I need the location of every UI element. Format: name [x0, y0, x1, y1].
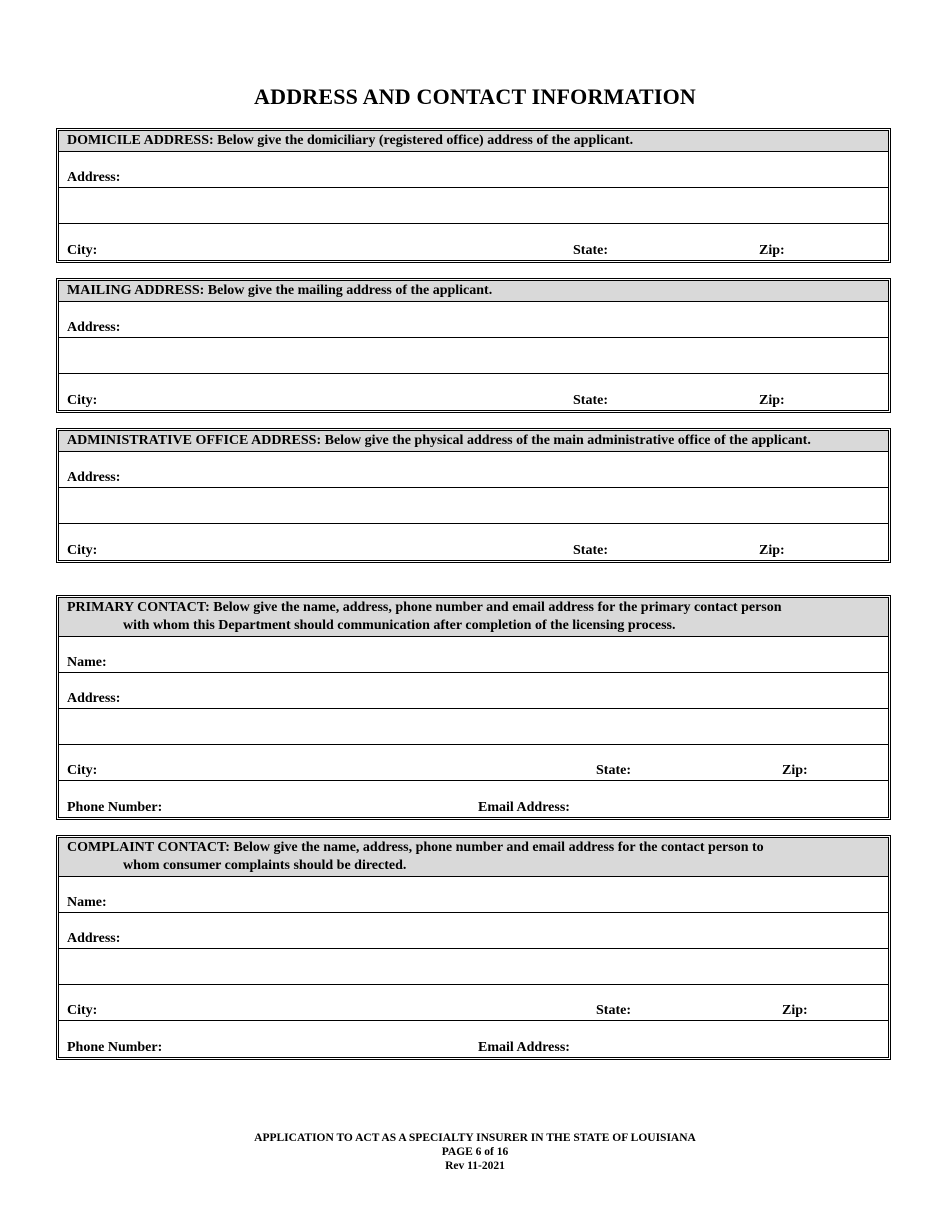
primary-phone-email-row — [59, 781, 888, 817]
phone-label: Phone Number: — [67, 800, 163, 815]
mailing-address-header: MAILING ADDRESS: Below give the mailing address of the applicant. — [59, 281, 888, 302]
primary-contact-header-line2: with whom this Department should communication after completion of the licensing process. — [123, 618, 676, 633]
footer-application-title: APPLICATION TO ACT AS A SPECIALTY INSURER IN THE STATE OF LOUISIANA — [254, 1132, 696, 1144]
name-label: Name: — [67, 655, 107, 670]
city-label: City: — [67, 393, 98, 408]
primary-contact-section — [56, 595, 891, 820]
address-label: Address: — [67, 470, 121, 485]
state-label: State: — [573, 393, 608, 408]
complaint-contact-header-line1: COMPLAINT CONTACT: Below give the name, address, phone number and email address for the contact person to — [67, 840, 764, 855]
domicile-address-field[interactable] — [59, 152, 888, 188]
email-label: Email Address: — [478, 800, 570, 815]
admin-office-address-section — [56, 428, 891, 563]
email-label: Email Address: — [478, 1040, 570, 1055]
domicile-city-state-zip-row — [59, 224, 888, 260]
city-label: City: — [67, 243, 98, 258]
zip-label: Zip: — [759, 393, 785, 408]
address-label: Address: — [67, 691, 121, 706]
page-title: ADDRESS AND CONTACT INFORMATION — [254, 84, 696, 109]
zip-label: Zip: — [782, 763, 808, 778]
state-label: State: — [596, 1003, 631, 1018]
complaint-city-state-zip-row — [59, 985, 888, 1021]
domicile-address-header: DOMICILE ADDRESS: Below give the domiciliary (registered office) address of the applicant. — [59, 131, 888, 152]
phone-label: Phone Number: — [67, 1040, 163, 1055]
state-label: State: — [596, 763, 631, 778]
complaint-contact-section — [56, 835, 891, 1060]
name-label: Name: — [67, 895, 107, 910]
zip-label: Zip: — [759, 543, 785, 558]
primary-address-line2-field[interactable] — [59, 709, 888, 745]
domicile-address-section — [56, 128, 891, 263]
city-label: City: — [67, 763, 98, 778]
city-label: City: — [67, 543, 98, 558]
zip-label: Zip: — [759, 243, 785, 258]
mailing-address-section — [56, 278, 891, 413]
footer-page-number: PAGE 6 of 16 — [441, 1146, 509, 1158]
complaint-contact-header-line2: whom consumer complaints should be directed. — [123, 858, 407, 873]
state-label: State: — [573, 243, 608, 258]
mailing-city-state-zip-row — [59, 374, 888, 410]
admin-address-field[interactable] — [59, 452, 888, 488]
address-label: Address: — [67, 320, 121, 335]
complaint-contact-header — [59, 838, 888, 877]
address-label: Address: — [67, 931, 121, 946]
footer — [0, 1131, 950, 1173]
admin-office-address-header: ADMINISTRATIVE OFFICE ADDRESS: Below give the physical address of the main administrative office of the applicant. — [59, 431, 888, 452]
address-label: Address: — [67, 170, 121, 185]
admin-city-state-zip-row — [59, 524, 888, 560]
domicile-address-line2-field[interactable] — [59, 188, 888, 224]
complaint-address-line2-field[interactable] — [59, 949, 888, 985]
primary-name-field[interactable] — [59, 637, 888, 673]
city-label: City: — [67, 1003, 98, 1018]
state-label: State: — [573, 543, 608, 558]
admin-address-line2-field[interactable] — [59, 488, 888, 524]
primary-contact-header — [59, 598, 888, 637]
primary-city-state-zip-row — [59, 745, 888, 781]
complaint-address-field[interactable] — [59, 913, 888, 949]
primary-contact-header-line1: PRIMARY CONTACT: Below give the name, address, phone number and email address for the primary contact person — [67, 600, 782, 615]
complaint-phone-email-row — [59, 1021, 888, 1057]
complaint-name-field[interactable] — [59, 877, 888, 913]
mailing-address-line2-field[interactable] — [59, 338, 888, 374]
mailing-address-field[interactable] — [59, 302, 888, 338]
footer-revision: Rev 11-2021 — [445, 1160, 505, 1172]
zip-label: Zip: — [782, 1003, 808, 1018]
primary-address-field[interactable] — [59, 673, 888, 709]
